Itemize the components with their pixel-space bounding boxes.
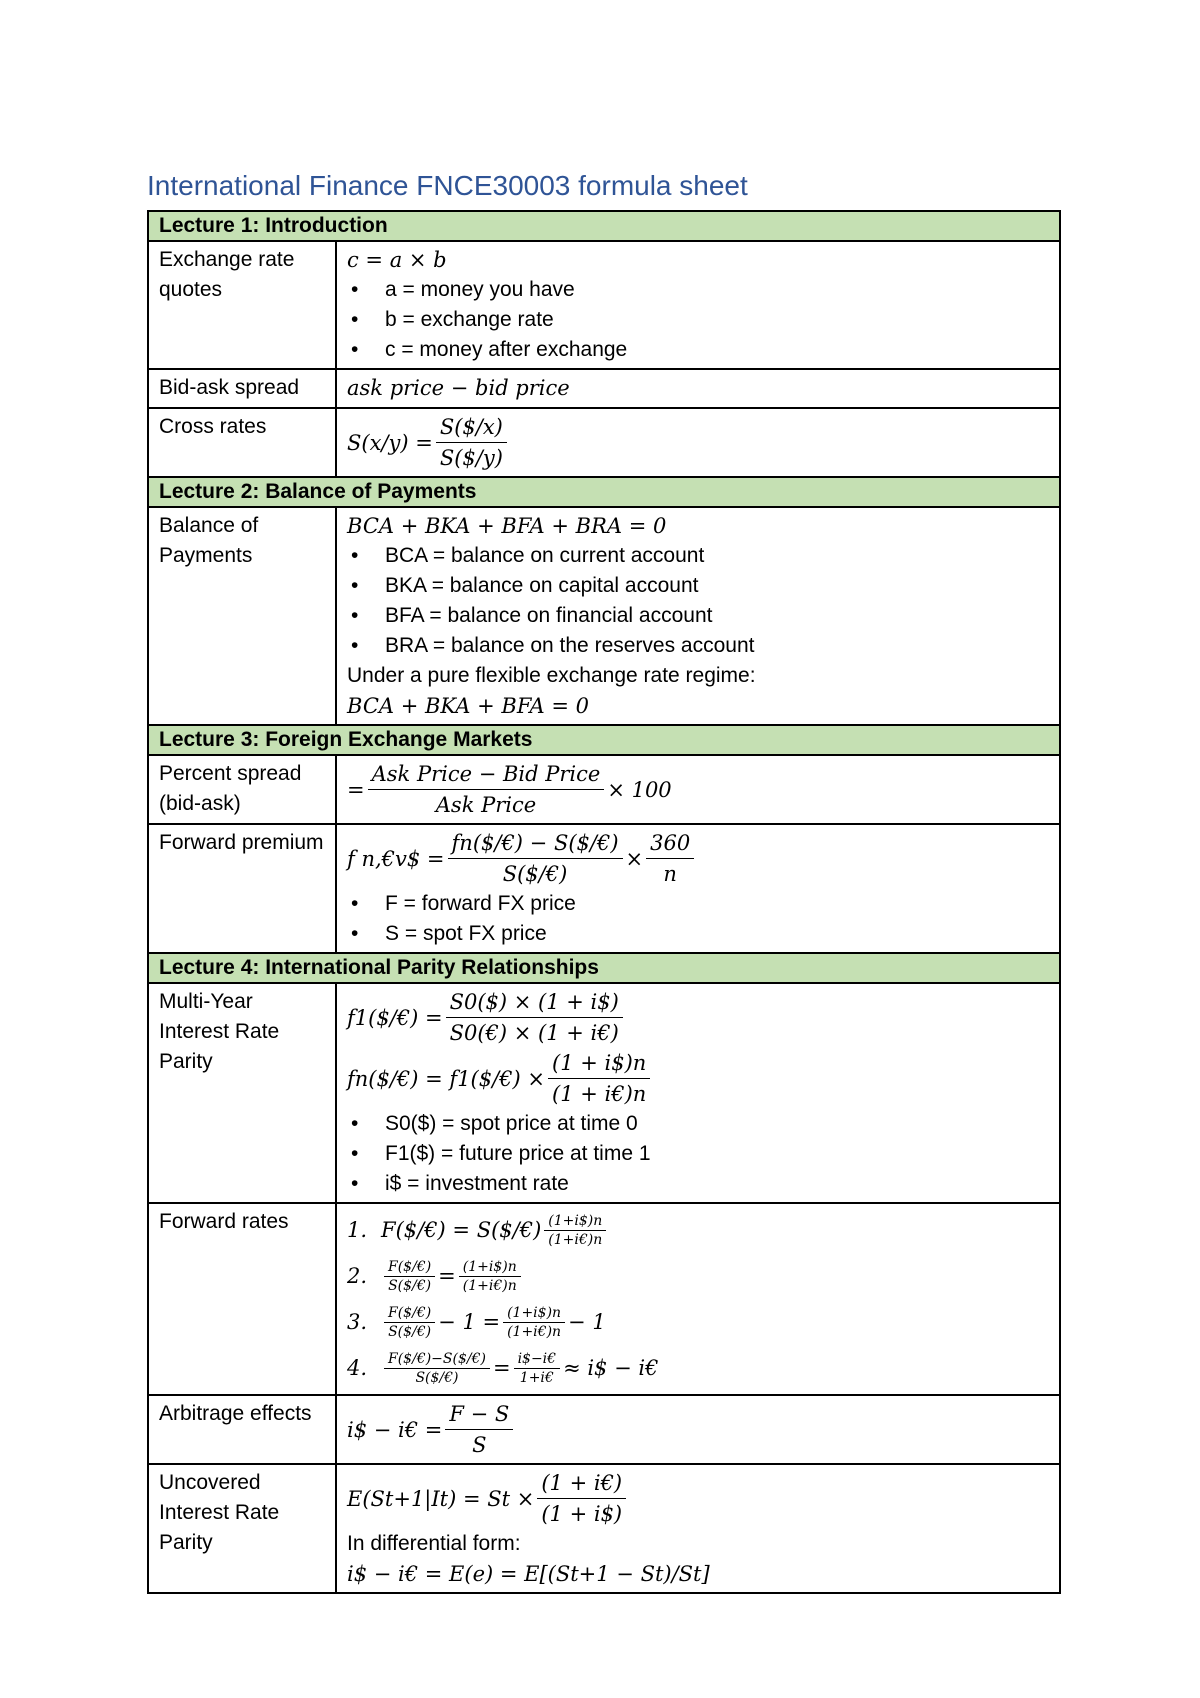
note-text: Under a pure flexible exchange rate regime: bbox=[347, 664, 756, 687]
row-label: Uncovered Interest Rate Parity bbox=[148, 1464, 336, 1593]
table-row bbox=[148, 983, 1060, 1203]
bullet-item: • S0($) = spot price at time 0 bbox=[347, 1109, 1049, 1139]
table-row bbox=[148, 1395, 1060, 1464]
row-label: Percent spread (bid-ask) bbox=[148, 755, 336, 824]
numerator: 360 bbox=[646, 828, 694, 859]
fraction bbox=[503, 1304, 565, 1341]
row-content bbox=[336, 408, 1060, 477]
table-row bbox=[148, 241, 1060, 369]
denominator: (1 + i$) bbox=[541, 1502, 623, 1526]
formula-lhs: f n,€v$ = bbox=[347, 846, 445, 871]
denominator: (1 + i€)n bbox=[552, 1082, 647, 1106]
fraction bbox=[448, 828, 623, 889]
row-label: Exchange rate quotes bbox=[148, 241, 336, 369]
row-content bbox=[336, 824, 1060, 953]
step-number: 3. bbox=[347, 1310, 368, 1334]
formula-step bbox=[347, 1207, 1049, 1253]
denominator: S($/€) bbox=[388, 1277, 432, 1294]
formula-lhs: E(St+1|It) = St × bbox=[347, 1486, 535, 1511]
row-content bbox=[336, 369, 1060, 408]
formula: BCA + BKA + BFA + BRA = 0 bbox=[347, 514, 667, 538]
numerator: (1+i$)n bbox=[459, 1258, 521, 1277]
numerator: F($/€) bbox=[384, 1258, 435, 1277]
bullet-item: • F = forward FX price bbox=[347, 889, 1049, 919]
fraction bbox=[384, 1258, 435, 1295]
formula bbox=[347, 828, 1049, 889]
bullet-item: • F1($) = future price at time 1 bbox=[347, 1139, 1049, 1169]
formula-lead: = bbox=[347, 777, 365, 802]
bullet-item: • S = spot FX price bbox=[347, 919, 1049, 949]
row-content bbox=[336, 1395, 1060, 1464]
fraction bbox=[537, 1468, 626, 1529]
formula-step bbox=[347, 1299, 1049, 1345]
fraction bbox=[514, 1350, 561, 1387]
fraction bbox=[384, 1304, 435, 1341]
numerator: S0($) × (1 + i$) bbox=[446, 987, 623, 1018]
bullet-item: • BCA = balance on current account bbox=[347, 541, 1049, 571]
numerator: S($/x) bbox=[436, 412, 507, 443]
numerator: (1+i$)n bbox=[503, 1304, 565, 1323]
section-header bbox=[148, 477, 1060, 507]
bullet-item: • BRA = balance on the reserves account bbox=[347, 631, 1049, 661]
equals-sign: = bbox=[492, 1356, 511, 1380]
formula-tail: − 1 bbox=[568, 1310, 606, 1334]
fraction bbox=[445, 1399, 513, 1460]
formula: c = a × b bbox=[347, 248, 447, 272]
formula bbox=[347, 1399, 1049, 1460]
formula: i$ − i€ = E(e) = E[(St+1 − St)/St] bbox=[347, 1562, 710, 1586]
formula-tail: × 100 bbox=[607, 777, 672, 802]
formula bbox=[347, 1048, 1049, 1109]
formula-tail: ≈ i$ − i€ bbox=[563, 1356, 659, 1380]
lecture-4-header: Lecture 4: International Parity Relationships bbox=[148, 953, 1060, 983]
row-label: Arbitrage effects bbox=[148, 1395, 336, 1464]
formula-mid: − 1 = bbox=[438, 1310, 501, 1334]
formula-lhs: i$ − i€ = bbox=[347, 1417, 443, 1442]
lecture-2-header: Lecture 2: Balance of Payments bbox=[148, 477, 1060, 507]
denominator: S bbox=[472, 1433, 487, 1457]
table-row bbox=[148, 1203, 1060, 1395]
numerator: (1+i$)n bbox=[544, 1212, 606, 1231]
row-label: Multi-Year Interest Rate Parity bbox=[148, 983, 336, 1203]
formula bbox=[347, 412, 1049, 473]
formula-lhs: fn($/€) = f1($/€) × bbox=[347, 1066, 546, 1091]
denominator: (1+i€)n bbox=[507, 1323, 562, 1340]
numerator: Ask Price − Bid Price bbox=[368, 759, 605, 790]
formula-step bbox=[347, 1253, 1049, 1299]
fraction bbox=[384, 1350, 490, 1387]
numerator: (1 + i$)n bbox=[548, 1048, 650, 1079]
denominator: 1+i€ bbox=[519, 1369, 554, 1386]
numerator: fn($/€) − S($/€) bbox=[448, 828, 623, 859]
page-title: International Finance FNCE30003 formula sheet bbox=[147, 170, 748, 201]
step-number: 2. bbox=[347, 1264, 368, 1288]
section-header bbox=[148, 211, 1060, 241]
bullet-item: • i$ = investment rate bbox=[347, 1169, 1049, 1199]
section-header bbox=[148, 953, 1060, 983]
bullet-item: • BFA = balance on financial account bbox=[347, 601, 1049, 631]
row-content bbox=[336, 507, 1060, 725]
fraction bbox=[544, 1212, 606, 1249]
row-label: Forward premium bbox=[148, 824, 336, 953]
fraction bbox=[548, 1048, 650, 1109]
formula: BCA + BKA + BFA = 0 bbox=[347, 694, 590, 718]
denominator: S($/€) bbox=[415, 1369, 459, 1386]
formula-lhs: F($/€) = S($/€) bbox=[381, 1218, 542, 1242]
bullet-item: • BKA = balance on capital account bbox=[347, 571, 1049, 601]
formula bbox=[347, 759, 1049, 820]
denominator: (1+i€)n bbox=[462, 1277, 517, 1294]
fraction bbox=[646, 828, 694, 889]
bullet-item: • c = money after exchange bbox=[347, 335, 1049, 365]
numerator: i$−i€ bbox=[514, 1350, 561, 1369]
formula-lhs: S(x/y) = bbox=[347, 430, 433, 455]
formula: ask price − bid price bbox=[347, 376, 570, 400]
formula-lhs: f1($/€) = bbox=[347, 1005, 443, 1030]
fraction bbox=[368, 759, 605, 820]
step-number: 1. bbox=[347, 1218, 368, 1242]
bullet-item: • b = exchange rate bbox=[347, 305, 1049, 335]
denominator: S($/€) bbox=[502, 862, 568, 886]
bullet-item: • a = money you have bbox=[347, 275, 1049, 305]
fraction bbox=[446, 987, 623, 1048]
row-content bbox=[336, 1203, 1060, 1395]
table-row bbox=[148, 408, 1060, 477]
denominator: S($/y) bbox=[439, 446, 503, 470]
equals-sign: = bbox=[438, 1264, 456, 1288]
row-content bbox=[336, 241, 1060, 369]
numerator: F − S bbox=[445, 1399, 513, 1430]
table-row bbox=[148, 1464, 1060, 1593]
numerator: F($/€)−S($/€) bbox=[384, 1350, 490, 1369]
numerator: F($/€) bbox=[384, 1304, 435, 1323]
lecture-1-header: Lecture 1: Introduction bbox=[148, 211, 1060, 241]
denominator: n bbox=[663, 862, 677, 886]
denominator: S0(€) × (1 + i€) bbox=[449, 1021, 619, 1045]
formula bbox=[347, 1468, 1049, 1529]
formula-step bbox=[347, 1345, 1049, 1391]
row-label: Forward rates bbox=[148, 1203, 336, 1395]
section-header bbox=[148, 725, 1060, 755]
table-row bbox=[148, 369, 1060, 408]
row-content bbox=[336, 983, 1060, 1203]
table-row bbox=[148, 755, 1060, 824]
denominator: S($/€) bbox=[388, 1323, 432, 1340]
row-content bbox=[336, 1464, 1060, 1593]
fraction bbox=[436, 412, 507, 473]
times-sign: × bbox=[625, 846, 644, 871]
formula bbox=[347, 987, 1049, 1048]
row-content bbox=[336, 755, 1060, 824]
numerator: (1 + i€) bbox=[537, 1468, 626, 1499]
step-number: 4. bbox=[347, 1356, 368, 1380]
row-label: Cross rates bbox=[148, 408, 336, 477]
table-row bbox=[148, 824, 1060, 953]
lecture-3-header: Lecture 3: Foreign Exchange Markets bbox=[148, 725, 1060, 755]
row-label: Bid-ask spread bbox=[148, 369, 336, 408]
fraction bbox=[459, 1258, 521, 1295]
table-row bbox=[148, 507, 1060, 725]
note-text: In differential form: bbox=[347, 1532, 521, 1555]
denominator: (1+i€)n bbox=[548, 1231, 603, 1248]
denominator: Ask Price bbox=[435, 793, 537, 817]
row-label: Balance of Payments bbox=[148, 507, 336, 725]
formula-table bbox=[147, 210, 1061, 1594]
